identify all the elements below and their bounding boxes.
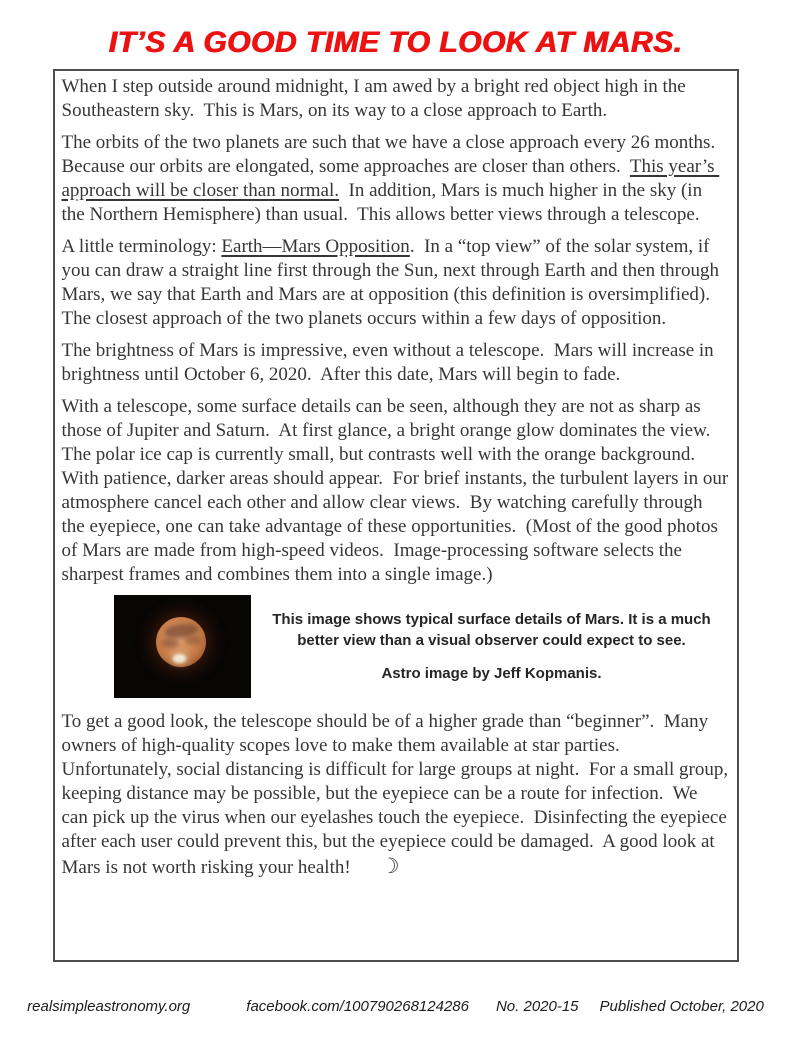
paragraph-4 (62, 339, 729, 387)
mars-figure (114, 595, 729, 698)
mars-disk (156, 617, 206, 667)
mars-polar-cap (173, 654, 186, 663)
article-box (53, 69, 739, 962)
paragraph-text: In addition, Mars is much higher in the sky (in the Northern Hemisphere) than usual. This allows better views through a telescope. (61, 180, 707, 225)
footer (0, 998, 791, 1015)
paragraph-text: With a telescope, some surface details can be seen, although they are not as sharp as those of Jupiter and Saturn. At first glance, a bright orange glow dominates the view. The polar ice cap is currently small, but contrasts well with the orange background. With patience, darker areas should appear. For brief instants, the turbulent layers in our atmosphere cancel each other and allow clear views. By watching carefully through the eyepiece, one can take advantage of these opportunities. (Most of the good photos of Mars are made from high-speed videos. Image-processing software selects the sharpest frames and combines them into a single image.) (61, 396, 733, 585)
underlined-text: This year’s approach will be closer than normal. (61, 156, 720, 201)
caption-text: This image shows typical surface details of Mars. It is a much better view than a visual observer could expect to see. (272, 611, 711, 649)
paragraph-text: To get a good look, the telescope should be of a higher grade than “beginner”. Many owners of high-quality scopes love to make them available at star parties. Unfortunately, social distancing is difficult for large groups at night. For a small group, keeping distance may be possible, but the eyepiece can be a route for infection. We can pick up the virus when our eyelashes touch the eyepiece. Disinfecting the eyepiece after each user could prevent this, but the eyepiece could be damaged. A good look at Mars is not worth risking your health! (61, 711, 733, 878)
paragraph-5 (61, 395, 733, 587)
paragraph-1 (62, 75, 729, 123)
moon-icon: ☽ (380, 854, 400, 878)
footer-facebook: facebook.com/100790268124286 (246, 998, 469, 1015)
paragraph-3 (62, 235, 729, 331)
figure-caption (251, 609, 729, 684)
footer-published-date: Published October, 2020 (599, 998, 764, 1015)
paragraph-2 (62, 131, 729, 227)
underlined-text: Earth—Mars Opposition (221, 236, 410, 257)
footer-issue-number: No. 2020-15 (495, 998, 579, 1015)
mars-surface-marking (161, 638, 179, 648)
mars-surface-marking (185, 636, 201, 645)
paragraph-6 (61, 710, 733, 880)
mars-astrophoto-image (114, 595, 251, 698)
paragraph-text: The orbits of the two planets are such that we have a close approach every 26 months. Because our orbits are elongated, some approaches are closer than others. (61, 132, 725, 177)
footer-website: realsimpleastronomy.org (27, 998, 191, 1015)
caption-credit: Astro image by Jeff Kopmanis. (381, 665, 602, 682)
paragraph-text: . In a “top view” of the solar system, if you can draw a straight line first through the Sun, next through Earth and then through Mars, we say that Earth and Mars are at opposition (this definition is oversimplified). The closest approach of the two planets occurs within a few days of opposition. (61, 236, 724, 329)
page-title: IT’S A GOOD TIME TO LOOK AT MARS. (108, 26, 683, 59)
paragraph-text: When I step outside around midnight, I am awed by a bright red object high in the Southeastern sky. This is Mars, on its way to a close approach to Earth. (61, 76, 691, 121)
paragraph-text: A little terminology: (61, 236, 222, 257)
paragraph-text: The brightness of Mars is impressive, even without a telescope. Mars will increase in brightness until October 6, 2020. After this date, Mars will begin to fade. (61, 340, 719, 385)
